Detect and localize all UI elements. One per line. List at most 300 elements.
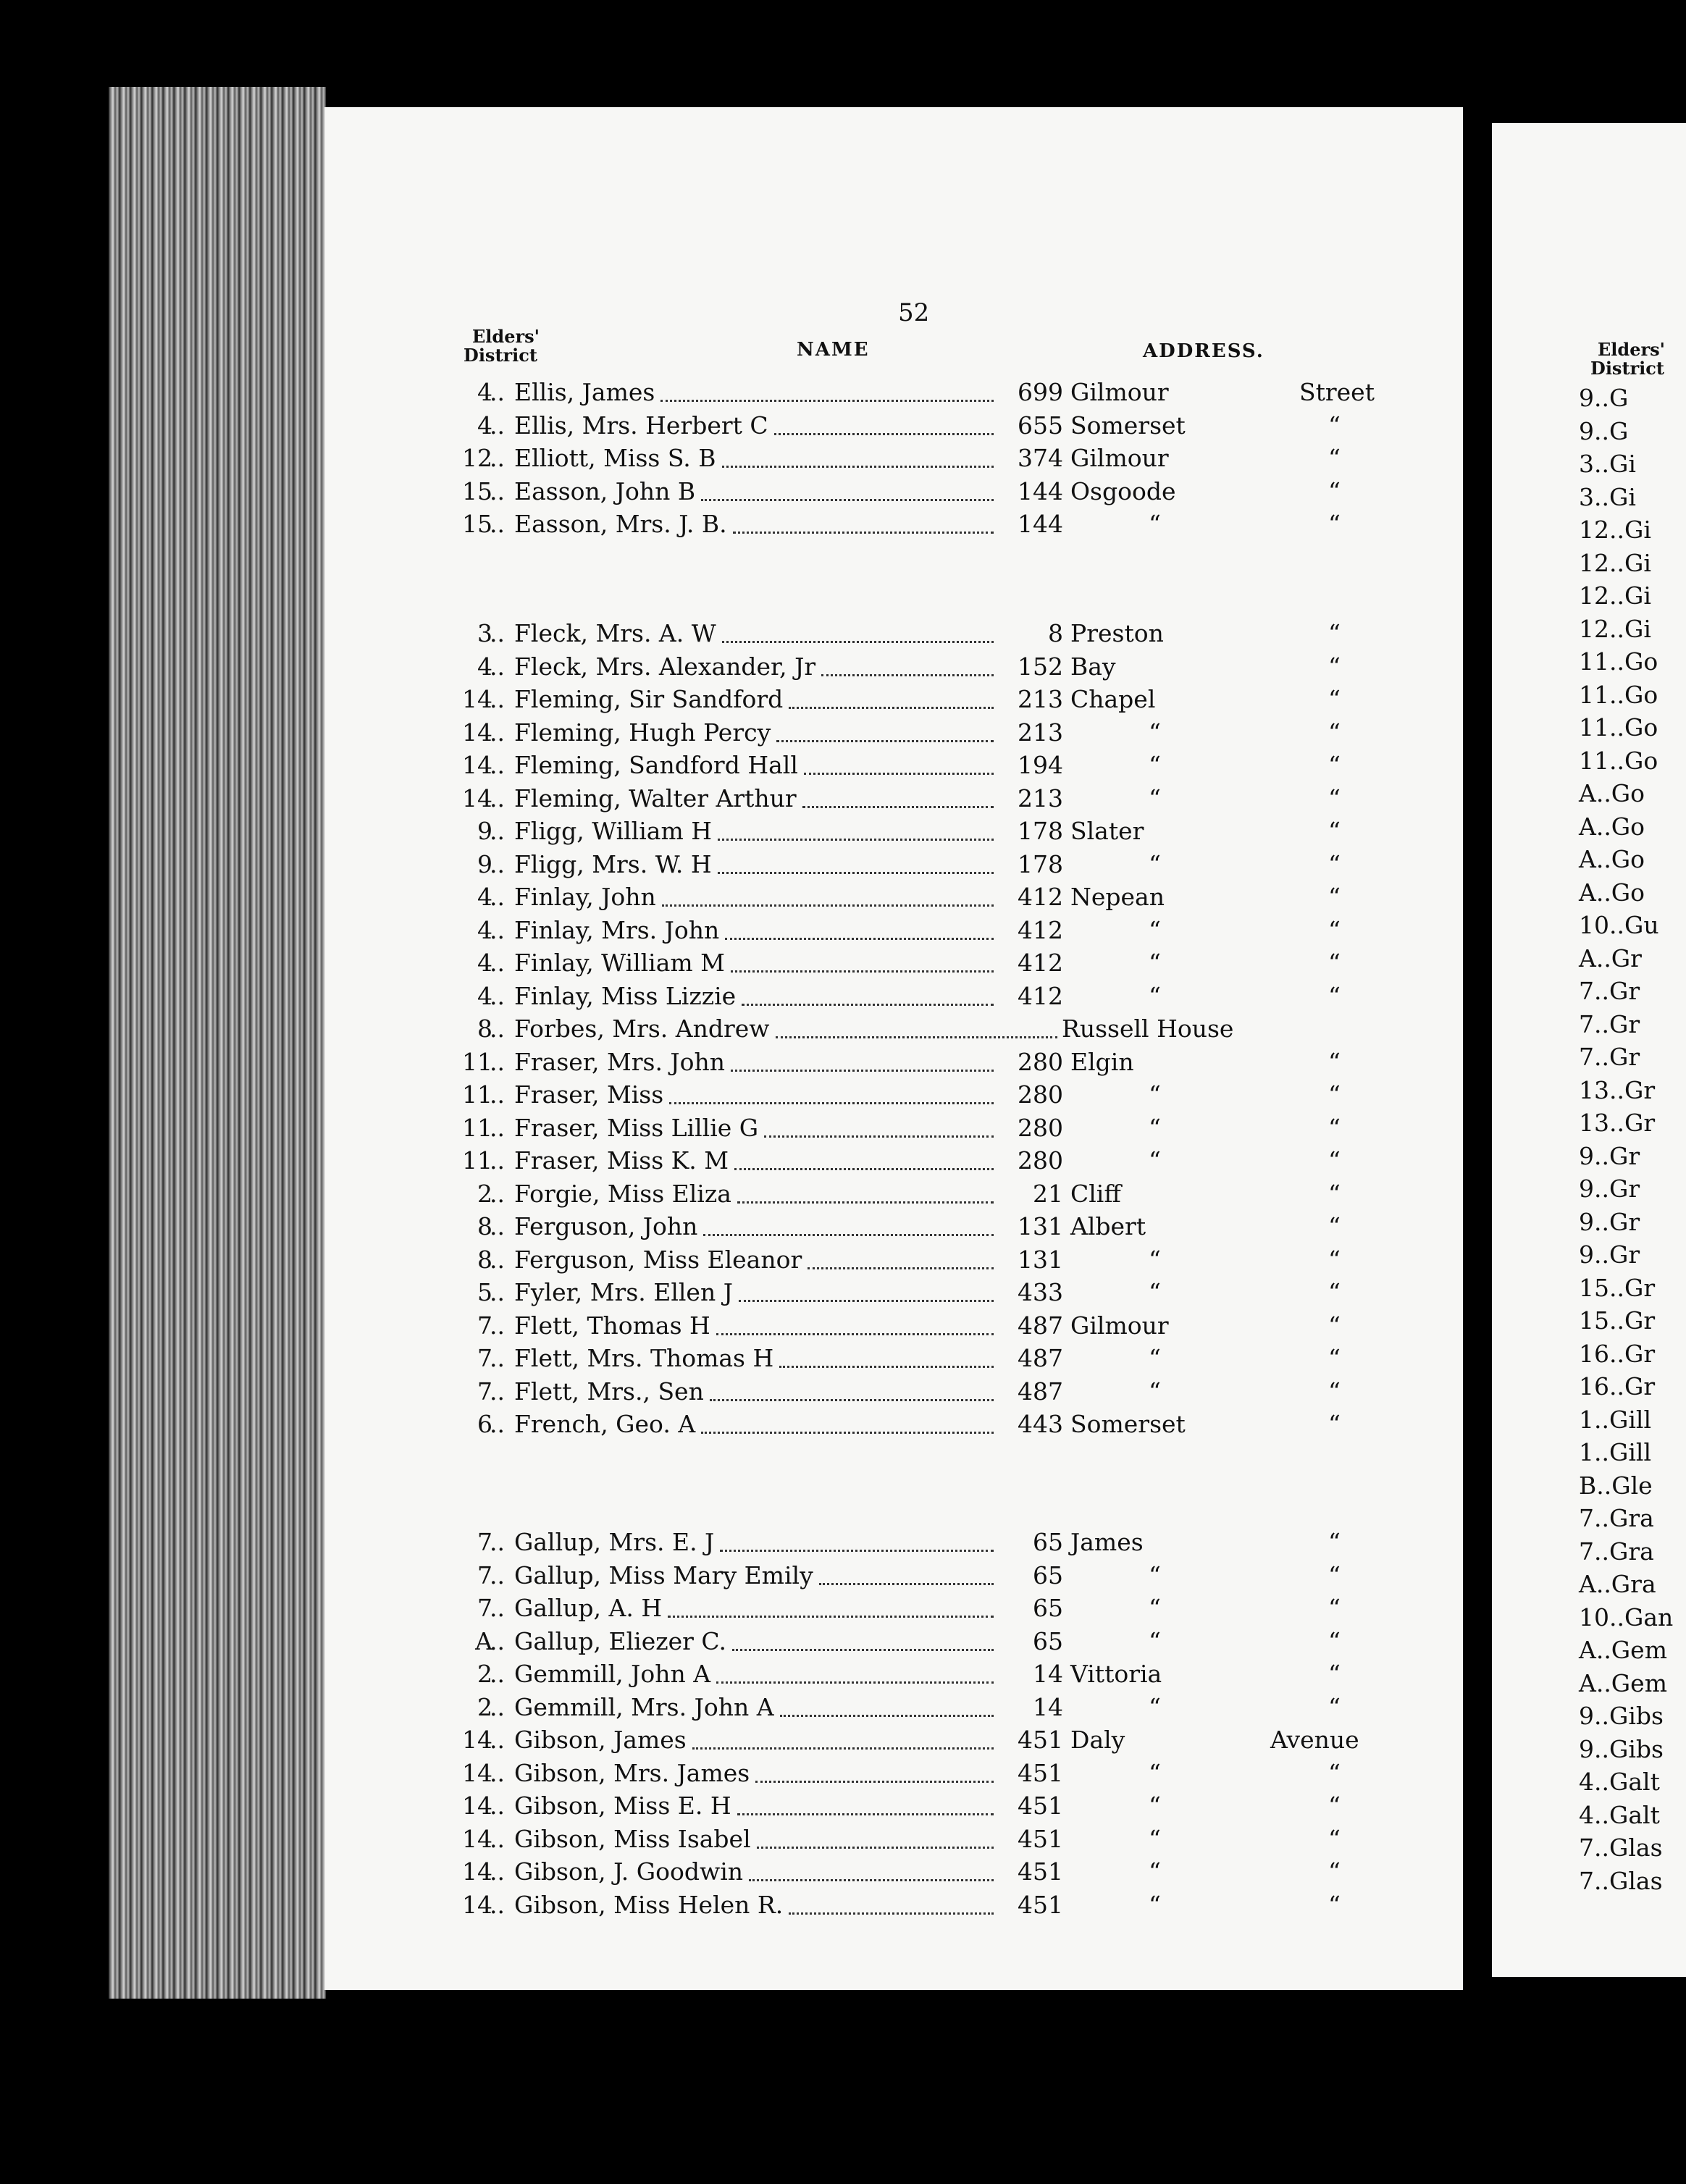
street-number: 144 bbox=[1018, 510, 1063, 538]
leader-dots bbox=[660, 400, 994, 402]
street-name: “ bbox=[1149, 1626, 1161, 1655]
elders-district: 5 bbox=[477, 1278, 492, 1306]
elders-district: 14 bbox=[462, 751, 492, 779]
district-separator: .. bbox=[490, 849, 505, 878]
right-page-row: A..Gra bbox=[1579, 1570, 1656, 1598]
directory-row bbox=[406, 1891, 1376, 1923]
street-number: 451 bbox=[1018, 1824, 1063, 1853]
elders-district: 9 bbox=[477, 849, 492, 878]
district-separator: .. bbox=[490, 1626, 505, 1655]
directory-row bbox=[406, 817, 1376, 849]
district-separator: .. bbox=[490, 949, 505, 977]
street-number: 178 bbox=[1018, 849, 1063, 878]
person-name: Gemmill, Mrs. John A bbox=[514, 1692, 774, 1721]
street-number: 213 bbox=[1018, 685, 1063, 713]
elders-district: A bbox=[475, 1626, 492, 1655]
district-separator: .. bbox=[490, 883, 505, 911]
right-page-row: 9..G bbox=[1579, 416, 1629, 445]
right-page-row: 9..Gr bbox=[1579, 1141, 1640, 1170]
right-page-row: 7..Glas bbox=[1579, 1866, 1663, 1895]
street-type: “ bbox=[1328, 1857, 1341, 1886]
leader-dots bbox=[789, 1912, 994, 1915]
street-name: “ bbox=[1149, 1278, 1161, 1306]
elders-district: 7 bbox=[477, 1561, 492, 1589]
elders-district: 8 bbox=[477, 1212, 492, 1240]
person-name: Flett, Mrs. Thomas H bbox=[514, 1344, 774, 1372]
right-page-row: A..Go bbox=[1579, 878, 1645, 907]
directory-row bbox=[406, 1048, 1376, 1080]
street-name: “ bbox=[1149, 718, 1161, 747]
person-name: Gibson, J. Goodwin bbox=[514, 1857, 743, 1886]
street-name: Somerset bbox=[1070, 411, 1186, 440]
person-name: Fleming, Walter Arthur bbox=[514, 784, 797, 812]
right-page-row: 7..Glas bbox=[1579, 1834, 1663, 1862]
right-page-row: 7..Gr bbox=[1579, 1009, 1640, 1038]
street-type: “ bbox=[1328, 1179, 1341, 1208]
street-number: 194 bbox=[1018, 751, 1063, 779]
elders-district: 8 bbox=[477, 1015, 492, 1043]
directory-row bbox=[406, 1660, 1376, 1692]
street-number: 152 bbox=[1018, 652, 1063, 681]
street-number: 451 bbox=[1018, 1890, 1063, 1919]
street-type: “ bbox=[1328, 1890, 1341, 1919]
leader-dots bbox=[716, 1333, 994, 1335]
directory-row bbox=[406, 378, 1376, 410]
elders-district: 8 bbox=[477, 1245, 492, 1274]
person-name: Finlay, John bbox=[514, 883, 656, 911]
elders-district: 4 bbox=[477, 883, 492, 911]
street-name: “ bbox=[1149, 1146, 1161, 1175]
person-name: Gemmill, John A bbox=[514, 1660, 711, 1688]
street-name: Osgoode bbox=[1070, 476, 1176, 505]
leader-dots bbox=[757, 1847, 994, 1849]
street-name: Albert bbox=[1070, 1212, 1146, 1240]
right-page-row: 9..Gibs bbox=[1579, 1702, 1664, 1730]
street-name: “ bbox=[1149, 1561, 1161, 1589]
elders-district: 12 bbox=[462, 444, 492, 472]
directory-row bbox=[406, 685, 1376, 717]
leader-dots bbox=[731, 1070, 994, 1072]
person-name: Forgie, Miss Eliza bbox=[514, 1179, 731, 1208]
directory-row bbox=[406, 1344, 1376, 1376]
street-number: 451 bbox=[1018, 1758, 1063, 1787]
directory-row bbox=[406, 1693, 1376, 1725]
person-name: Ellis, James bbox=[514, 378, 655, 406]
person-name: Fraser, Miss bbox=[514, 1080, 664, 1109]
leader-dots bbox=[737, 1201, 994, 1204]
person-name: Easson, John B bbox=[514, 476, 696, 505]
street-name: Chapel bbox=[1070, 685, 1156, 713]
street-number: 131 bbox=[1018, 1212, 1063, 1240]
street-number: 8 bbox=[1048, 619, 1063, 647]
right-page-row: 7..Gra bbox=[1579, 1504, 1654, 1532]
leader-dots bbox=[692, 1747, 994, 1750]
street-type: “ bbox=[1328, 1824, 1341, 1853]
directory-row bbox=[406, 652, 1376, 684]
district-separator: .. bbox=[490, 619, 505, 647]
address-header: ADDRESS. bbox=[1143, 340, 1264, 362]
district-separator: .. bbox=[490, 510, 505, 538]
person-name: Gibson, James bbox=[514, 1726, 687, 1754]
street-name: Gilmour bbox=[1070, 444, 1169, 472]
street-type: “ bbox=[1328, 718, 1341, 747]
street-type: “ bbox=[1328, 652, 1341, 681]
street-number: 412 bbox=[1018, 981, 1063, 1010]
street-number: 14 bbox=[1033, 1660, 1063, 1688]
right-page-row: 7..Gr bbox=[1579, 1043, 1640, 1071]
street-name: Elgin bbox=[1070, 1047, 1134, 1076]
right-page-row: 13..Gr bbox=[1579, 1109, 1656, 1137]
right-page-row: A..Gem bbox=[1579, 1668, 1667, 1697]
street-name: “ bbox=[1149, 915, 1161, 944]
directory-row bbox=[406, 477, 1376, 509]
street-name: “ bbox=[1149, 751, 1161, 779]
person-name: Gibson, Miss E. H bbox=[514, 1792, 731, 1820]
right-page-row: 12..Gi bbox=[1579, 516, 1651, 544]
street-name: “ bbox=[1149, 1344, 1161, 1372]
street-type: “ bbox=[1328, 949, 1341, 977]
street-type: “ bbox=[1328, 411, 1341, 440]
person-name: Fraser, Miss Lillie G bbox=[514, 1113, 759, 1142]
right-page-row: 3..Gi bbox=[1579, 450, 1636, 478]
directory-row bbox=[406, 1080, 1376, 1112]
elders-district: 11 bbox=[462, 1146, 492, 1175]
person-name: Fligg, Mrs. W. H bbox=[514, 849, 712, 878]
directory-row bbox=[406, 1857, 1376, 1889]
right-page-row: 10..Gan bbox=[1579, 1603, 1674, 1631]
directory-row bbox=[406, 1146, 1376, 1178]
person-name: Fyler, Mrs. Ellen J bbox=[514, 1278, 733, 1306]
street-name: “ bbox=[1149, 981, 1161, 1010]
directory-row bbox=[406, 1410, 1376, 1442]
district-separator: .. bbox=[490, 915, 505, 944]
right-page-row: 9..Gibs bbox=[1579, 1734, 1664, 1763]
right-page-row: 4..Galt bbox=[1579, 1800, 1660, 1829]
directory-row bbox=[406, 1311, 1376, 1343]
directory-row bbox=[406, 1561, 1376, 1593]
directory-row bbox=[406, 411, 1376, 443]
street-number: 213 bbox=[1018, 718, 1063, 747]
street-number: 280 bbox=[1018, 1113, 1063, 1142]
person-name: French, Geo. A bbox=[514, 1410, 696, 1438]
person-name: Fleming, Sir Sandford bbox=[514, 685, 784, 713]
street-number: 412 bbox=[1018, 949, 1063, 977]
district-separator: .. bbox=[490, 784, 505, 812]
district-separator: .. bbox=[490, 1561, 505, 1589]
person-name: Fraser, Mrs. John bbox=[514, 1047, 726, 1076]
street-type: “ bbox=[1328, 1626, 1341, 1655]
street-number: 65 bbox=[1033, 1626, 1063, 1655]
street-number: 178 bbox=[1018, 817, 1063, 845]
right-page-row: A..Go bbox=[1579, 812, 1645, 841]
right-page-row: 11..Go bbox=[1579, 680, 1658, 709]
street-type: “ bbox=[1328, 1311, 1341, 1340]
right-page-row: 9..Gr bbox=[1579, 1175, 1640, 1203]
directory-row bbox=[406, 1278, 1376, 1310]
district-header-line2: District bbox=[464, 345, 537, 366]
district-header bbox=[464, 327, 540, 365]
elders-district: 7 bbox=[477, 1528, 492, 1556]
leader-dots bbox=[731, 970, 994, 973]
street-name: “ bbox=[1149, 1113, 1161, 1142]
street-type: “ bbox=[1328, 1278, 1341, 1306]
right-page-row: 16..Gr bbox=[1579, 1339, 1656, 1368]
district-separator: .. bbox=[490, 476, 505, 505]
street-type: “ bbox=[1328, 1344, 1341, 1372]
right-page-row: A..Gr bbox=[1579, 944, 1642, 973]
district-separator: .. bbox=[490, 1377, 505, 1406]
leader-dots bbox=[733, 532, 994, 534]
person-name: Ellis, Mrs. Herbert C bbox=[514, 411, 768, 440]
elders-district: 6 bbox=[477, 1410, 492, 1438]
street-number: 487 bbox=[1018, 1311, 1063, 1340]
name-header: NAME bbox=[797, 339, 870, 361]
street-name: “ bbox=[1149, 1857, 1161, 1886]
person-name: Elliott, Miss S. B bbox=[514, 444, 716, 472]
street-name: “ bbox=[1149, 1824, 1161, 1853]
street-number: 280 bbox=[1018, 1047, 1063, 1076]
leader-dots bbox=[819, 1583, 994, 1585]
street-type: “ bbox=[1328, 1113, 1341, 1142]
elders-district: 11 bbox=[462, 1080, 492, 1109]
right-page-row: 11..Go bbox=[1579, 647, 1658, 676]
street-type: “ bbox=[1328, 1792, 1341, 1820]
district-separator: .. bbox=[490, 1047, 505, 1076]
street-name: Preston bbox=[1070, 619, 1164, 647]
person-name: Finlay, William M bbox=[514, 949, 725, 977]
person-name: Flett, Mrs., Sen bbox=[514, 1377, 704, 1406]
district-separator: .. bbox=[490, 718, 505, 747]
street-number: 213 bbox=[1018, 784, 1063, 812]
directory-row bbox=[406, 1528, 1376, 1560]
district-separator: .. bbox=[490, 1726, 505, 1754]
elders-district: 11 bbox=[462, 1113, 492, 1142]
elders-district: 4 bbox=[477, 411, 492, 440]
leader-dots bbox=[821, 674, 994, 676]
street-type: “ bbox=[1328, 619, 1341, 647]
street-type: “ bbox=[1328, 784, 1341, 812]
leader-dots bbox=[701, 499, 994, 501]
street-name: Russell House bbox=[1062, 1015, 1234, 1043]
district-separator: .. bbox=[490, 1179, 505, 1208]
directory-row bbox=[406, 718, 1376, 750]
person-name: Fligg, William H bbox=[514, 817, 713, 845]
street-name: Bay bbox=[1070, 652, 1116, 681]
street-number: 487 bbox=[1018, 1344, 1063, 1372]
book-page-edges bbox=[109, 87, 326, 1999]
person-name: Ferguson, John bbox=[514, 1212, 698, 1240]
leader-dots bbox=[701, 1432, 994, 1434]
district-separator: .. bbox=[490, 1528, 505, 1556]
leader-dots bbox=[720, 1550, 994, 1552]
street-name: “ bbox=[1149, 849, 1161, 878]
person-name: Gallup, Miss Mary Emily bbox=[514, 1561, 813, 1589]
person-name: Finlay, Mrs. John bbox=[514, 915, 720, 944]
person-name: Easson, Mrs. J. B. bbox=[514, 510, 727, 538]
street-name: Cliff bbox=[1070, 1179, 1121, 1208]
district-header-line1: Elders' bbox=[472, 326, 540, 347]
leader-dots bbox=[734, 1168, 994, 1170]
elders-district: 7 bbox=[477, 1377, 492, 1406]
leader-dots bbox=[789, 707, 994, 709]
district-separator: .. bbox=[490, 1311, 505, 1340]
district-separator: .. bbox=[490, 751, 505, 779]
district-separator: .. bbox=[490, 1660, 505, 1688]
street-type: “ bbox=[1328, 981, 1341, 1010]
street-number: 412 bbox=[1018, 883, 1063, 911]
street-type: “ bbox=[1328, 1146, 1341, 1175]
leader-dots bbox=[749, 1879, 994, 1881]
leader-dots bbox=[722, 466, 994, 468]
person-name: Gallup, Eliezer C. bbox=[514, 1626, 726, 1655]
person-name: Fleming, Sandford Hall bbox=[514, 751, 798, 779]
right-district-header bbox=[1590, 340, 1665, 378]
elders-district: 4 bbox=[477, 378, 492, 406]
district-separator: .. bbox=[490, 378, 505, 406]
directory-row bbox=[406, 1759, 1376, 1791]
district-separator: .. bbox=[490, 1594, 505, 1622]
directory-row bbox=[406, 1825, 1376, 1857]
district-separator: .. bbox=[490, 1410, 505, 1438]
right-page-row: 9..G bbox=[1579, 384, 1629, 412]
street-number: 144 bbox=[1018, 476, 1063, 505]
leader-dots bbox=[668, 1616, 994, 1618]
district-separator: .. bbox=[490, 981, 505, 1010]
street-name: James bbox=[1070, 1528, 1144, 1556]
street-number: 699 bbox=[1018, 378, 1063, 406]
leader-dots bbox=[718, 839, 994, 841]
person-name: Gibson, Miss Isabel bbox=[514, 1824, 751, 1853]
street-name: Gilmour bbox=[1070, 1311, 1169, 1340]
leader-dots bbox=[742, 1004, 994, 1006]
street-number: 374 bbox=[1018, 444, 1063, 472]
leader-dots bbox=[710, 1399, 994, 1401]
leader-dots bbox=[669, 1102, 994, 1104]
right-page-row: 11..Go bbox=[1579, 713, 1658, 742]
street-type: “ bbox=[1328, 1410, 1341, 1438]
district-separator: .. bbox=[490, 1792, 505, 1820]
street-name: “ bbox=[1149, 784, 1161, 812]
elders-district: 14 bbox=[462, 1890, 492, 1919]
right-page-row: 12..Gi bbox=[1579, 614, 1651, 643]
district-separator: .. bbox=[490, 1113, 505, 1142]
leader-dots bbox=[737, 1813, 994, 1815]
directory-row bbox=[406, 751, 1376, 783]
right-page-row: A..Go bbox=[1579, 845, 1645, 873]
directory-row bbox=[406, 1726, 1376, 1757]
street-type: “ bbox=[1328, 1245, 1341, 1274]
street-name: “ bbox=[1149, 1245, 1161, 1274]
street-number: 14 bbox=[1033, 1692, 1063, 1721]
street-type: “ bbox=[1328, 1594, 1341, 1622]
street-type: “ bbox=[1328, 751, 1341, 779]
elders-district: 7 bbox=[477, 1594, 492, 1622]
right-page-row: 9..Gr bbox=[1579, 1207, 1640, 1236]
leader-dots bbox=[808, 1267, 994, 1269]
elders-district: 9 bbox=[477, 817, 492, 845]
street-number: 65 bbox=[1033, 1561, 1063, 1589]
district-separator: .. bbox=[490, 652, 505, 681]
street-type: “ bbox=[1328, 1660, 1341, 1688]
street-name: “ bbox=[1149, 1758, 1161, 1787]
elders-district: 14 bbox=[462, 1857, 492, 1886]
district-separator: .. bbox=[490, 1212, 505, 1240]
street-name: “ bbox=[1149, 510, 1161, 538]
elders-district: 4 bbox=[477, 949, 492, 977]
person-name: Fleming, Hugh Percy bbox=[514, 718, 771, 747]
street-type: “ bbox=[1328, 817, 1341, 845]
person-name: Forbes, Mrs. Andrew bbox=[514, 1015, 770, 1043]
street-number: 451 bbox=[1018, 1792, 1063, 1820]
right-district-header-line2: District bbox=[1590, 358, 1664, 379]
district-separator: .. bbox=[490, 1146, 505, 1175]
directory-row bbox=[406, 916, 1376, 948]
street-number: 65 bbox=[1033, 1528, 1063, 1556]
street-type: “ bbox=[1328, 510, 1341, 538]
street-type: “ bbox=[1328, 1692, 1341, 1721]
right-page-row: 12..Gi bbox=[1579, 581, 1651, 610]
street-type: Street bbox=[1299, 378, 1375, 406]
right-district-header-line1: Elders' bbox=[1598, 339, 1665, 360]
district-separator: .. bbox=[490, 1890, 505, 1919]
directory-row bbox=[406, 619, 1376, 651]
leader-dots bbox=[703, 1234, 994, 1236]
street-number: 412 bbox=[1018, 915, 1063, 944]
directory-row bbox=[406, 444, 1376, 476]
elders-district: 4 bbox=[477, 915, 492, 944]
right-page-row: 10..Gu bbox=[1579, 911, 1659, 939]
elders-district: 7 bbox=[477, 1344, 492, 1372]
elders-district: 2 bbox=[477, 1660, 492, 1688]
street-number: 433 bbox=[1018, 1278, 1063, 1306]
right-page-row: 1..Gill bbox=[1579, 1405, 1651, 1434]
right-page-row: B..Gle bbox=[1579, 1471, 1653, 1500]
person-name: Fleck, Mrs. Alexander, Jr bbox=[514, 652, 816, 681]
right-page-row: 4..Galt bbox=[1579, 1768, 1660, 1796]
directory-row bbox=[406, 949, 1376, 980]
leader-dots bbox=[779, 1366, 994, 1368]
street-name: “ bbox=[1149, 1594, 1161, 1622]
page-number: 52 bbox=[898, 298, 930, 327]
right-page-row: 3..Gi bbox=[1579, 482, 1636, 511]
right-page-row: 13..Gr bbox=[1579, 1075, 1656, 1104]
elders-district: 7 bbox=[477, 1311, 492, 1340]
elders-district: 4 bbox=[477, 652, 492, 681]
directory-row bbox=[406, 1015, 1376, 1046]
right-page-row: 1..Gill bbox=[1579, 1438, 1651, 1466]
district-separator: .. bbox=[490, 817, 505, 845]
street-name: “ bbox=[1149, 949, 1161, 977]
district-separator: .. bbox=[490, 1278, 505, 1306]
district-separator: .. bbox=[490, 1758, 505, 1787]
person-name: Ferguson, Miss Eleanor bbox=[514, 1245, 802, 1274]
right-page-row: 7..Gr bbox=[1579, 977, 1640, 1005]
leader-dots bbox=[662, 904, 994, 907]
street-type: “ bbox=[1328, 1080, 1341, 1109]
elders-district: 2 bbox=[477, 1692, 492, 1721]
street-type: “ bbox=[1328, 1758, 1341, 1787]
right-page-row: A..Gem bbox=[1579, 1636, 1667, 1664]
leader-dots bbox=[802, 806, 994, 808]
leader-dots bbox=[739, 1300, 994, 1302]
elders-district: 14 bbox=[462, 784, 492, 812]
street-name: “ bbox=[1149, 1890, 1161, 1919]
district-separator: .. bbox=[490, 1824, 505, 1853]
street-name: “ bbox=[1149, 1080, 1161, 1109]
directory-row bbox=[406, 784, 1376, 816]
person-name: Gallup, A. H bbox=[514, 1594, 663, 1622]
street-number: 280 bbox=[1018, 1080, 1063, 1109]
